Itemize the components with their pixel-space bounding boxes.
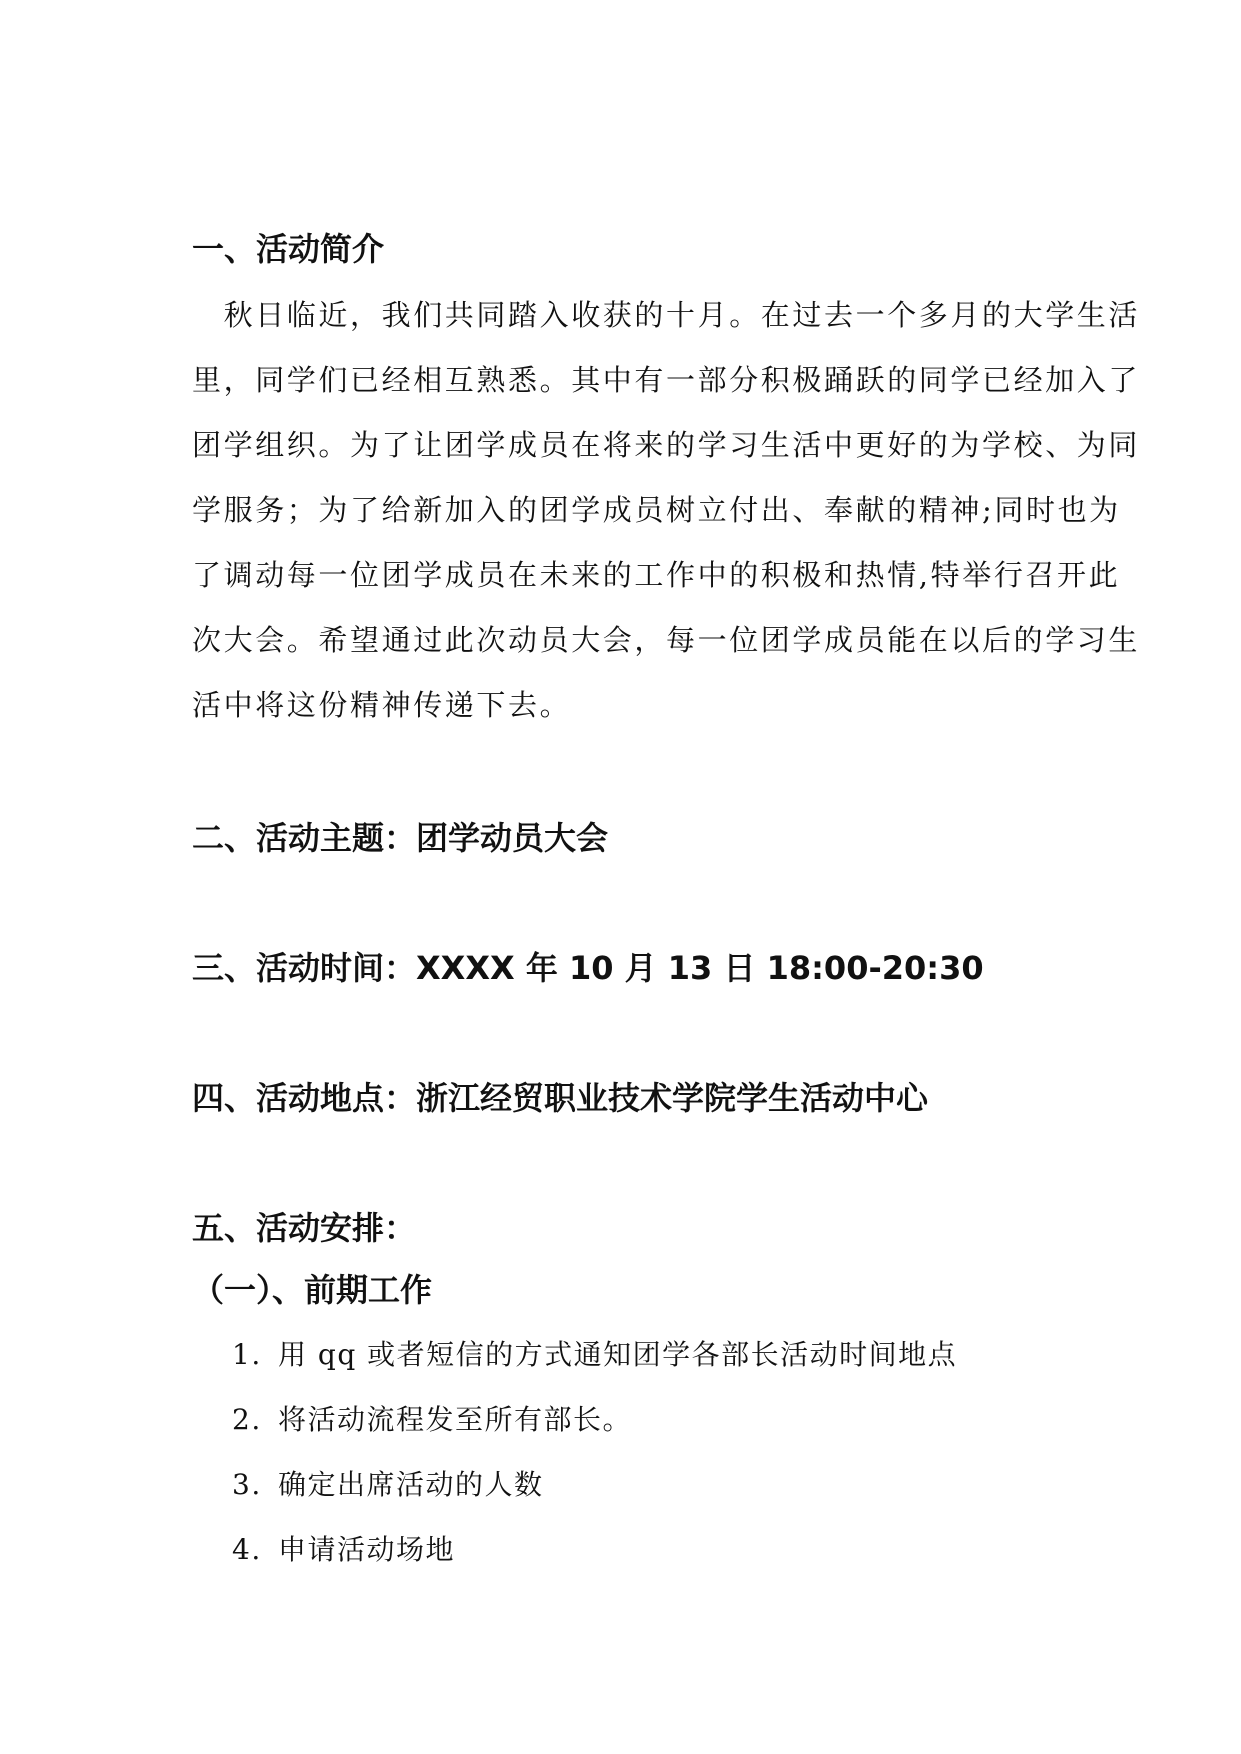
section-heading-theme: 二、活动主题：团学动员大会 bbox=[192, 819, 609, 857]
list-item bbox=[232, 1525, 957, 1590]
paragraph-line: 团学组织。为了让团学成员在将来的学习生活中更好的为学校、为同 bbox=[192, 428, 1141, 462]
list-item-text: 申请活动场地 bbox=[278, 1533, 456, 1566]
section-heading-location: 四、活动地点：浙江经贸职业技术学院学生活动中心 bbox=[192, 1079, 929, 1117]
paragraph-line: 次大会。希望通过此次动员大会，每一位团学成员能在以后的学习生 bbox=[192, 623, 1141, 657]
list-item-number: 2. bbox=[232, 1403, 262, 1436]
list-item-number: 4. bbox=[232, 1533, 262, 1566]
list-item bbox=[232, 1330, 957, 1395]
paragraph-line: 了调动每一位团学成员在未来的工作中的积极和热情,特举行召开此 bbox=[192, 558, 1121, 592]
list-item-text: 用 qq 或者短信的方式通知团学各部长活动时间地点 bbox=[278, 1338, 958, 1371]
paragraph-line: 活中将这份精神传递下去。 bbox=[192, 688, 572, 722]
list-item bbox=[232, 1395, 957, 1460]
subheading-preparation: （一）、前期工作 bbox=[192, 1271, 433, 1309]
list-item bbox=[232, 1460, 957, 1525]
section-heading-arrangement: 五、活动安排： bbox=[192, 1209, 417, 1247]
paragraph-line: 学服务；为了给新加入的团学成员树立付出、奉献的精神;同时也为 bbox=[192, 493, 1121, 527]
section-heading-intro: 一、活动简介 bbox=[192, 230, 385, 268]
list-item-number: 1. bbox=[232, 1338, 262, 1371]
paragraph-line: 里，同学们已经相互熟悉。其中有一部分积极踊跃的同学已经加入了 bbox=[192, 363, 1141, 397]
list-item-text: 确定出席活动的人数 bbox=[278, 1468, 544, 1501]
list-item-text: 将活动流程发至所有部长。 bbox=[278, 1403, 633, 1436]
section-heading-time: 三、活动时间：XXXX 年 10 月 13 日 18:00-20:30 bbox=[192, 949, 984, 987]
preparation-list bbox=[232, 1330, 957, 1590]
paragraph-line: 秋日临近，我们共同踏入收获的十月。在过去一个多月的大学生活 bbox=[192, 298, 1141, 332]
intro-paragraph bbox=[192, 290, 1141, 745]
list-item-number: 3. bbox=[232, 1468, 262, 1501]
